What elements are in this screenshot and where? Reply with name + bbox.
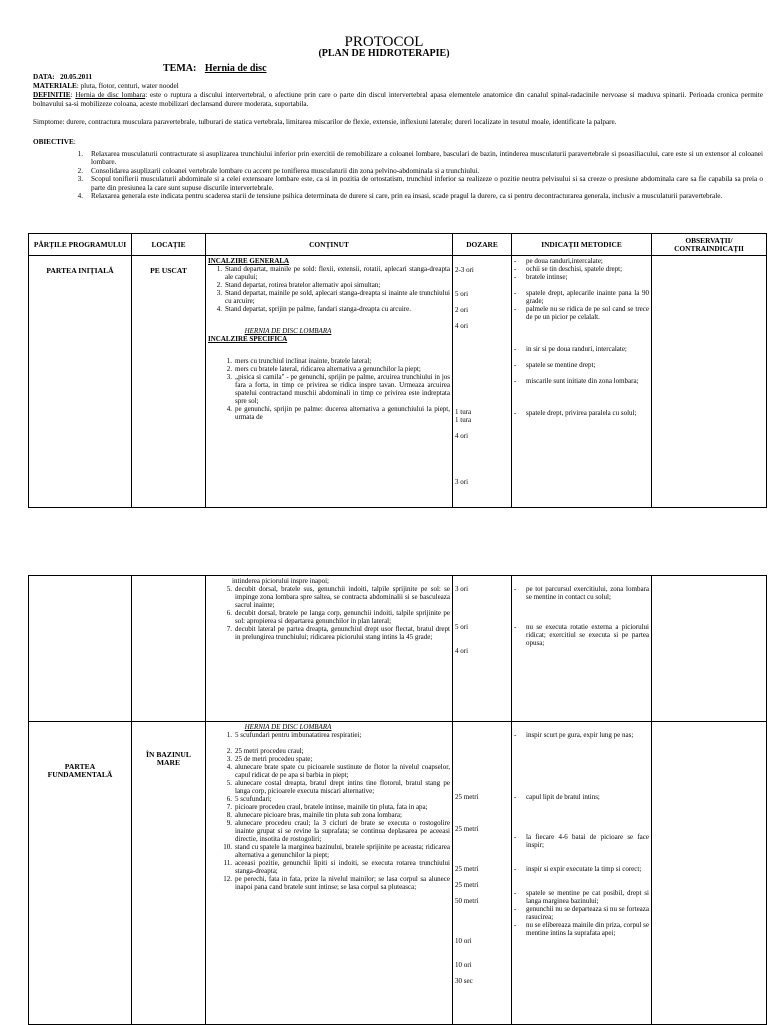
exercise-item: 5. decubit dorsal, bratele sus, genunchii indoiti, talpile sprijinite pe sol: se impinge zona lombara spre saltea, se contracta abdominalii si se basculeaza sacrul inainte;	[226, 585, 450, 609]
exercise-item: 2. Stand departat, rotirea bratelor alternativ apoi simultan;	[216, 281, 381, 289]
locatie-cell	[132, 576, 206, 722]
exercise-item: 3. 25 de metri procedeu spate;	[226, 755, 313, 763]
tema-label: TEMA:	[163, 63, 197, 74]
dozare-cell: 2-3 ori 5 ori 2 ori 4 ori 1 tura 1 tura 4 ori 3 ori	[453, 256, 512, 508]
indicatii-cell	[512, 576, 652, 722]
locatie-cell: PE USCAT	[132, 256, 206, 508]
obiective-heading: OBIECTIVE:	[33, 138, 76, 146]
protocol-table-2	[28, 575, 767, 1025]
indicatie-item: - pe doua randuri,intercalate;	[514, 257, 603, 265]
indicatie-item: - ochii se tin deschisi, spatele drept;	[514, 265, 623, 273]
data-line	[33, 73, 763, 82]
obiective-list	[33, 150, 763, 200]
indicatii-cell	[512, 722, 652, 1025]
indicatie-item: - miscarile sunt initiate din zona lombara;	[514, 377, 639, 385]
obiective-label: OBIECTIVE	[33, 138, 74, 146]
continut-cell	[206, 256, 453, 508]
exercise-item: 3. Stand departat, mainile pe sold, aplecari stanga-dreapta si inainte ale trunchiului cu arcuire;	[216, 289, 450, 305]
indicatie-item: - in sir si pe doua randuri, intercalate;	[514, 345, 627, 353]
dozare-cell: 25 metri 25 metri 25 metri 25 metri 50 metri 10 ori 10 ori 30 sec	[453, 722, 512, 1025]
exercise-item: 12. pe perechi, fata in fata, prize la nivelul mainilor; se lasa corpul sa alunece inapoi pana cand bratele sunt intinse; se lasa corpul sa pluteasca;	[223, 875, 450, 891]
observatii-cell	[652, 722, 767, 1025]
simptome-block	[33, 118, 763, 127]
subsection-title: HERNIA DE DISC LOMBARA	[244, 723, 332, 731]
col-header-locatie: LOCAȚIE	[132, 234, 206, 256]
obiectiv-item: 2. Consolidarea asuplizarii coloanei vertebrale lombare cu accent pe tonifierea musculaturii din zona pelvino-abdominala si a trunchiului.	[77, 166, 480, 175]
parte-cell: PARTEA INIȚIALĂ	[29, 256, 132, 508]
col-header-parti: PĂRȚILE PROGRAMULUI	[29, 234, 132, 256]
dozare-cell: 3 ori 5 ori 4 ori	[453, 576, 512, 722]
exercise-item: 7. picioare procedeu craul, bratele intinse, mainile tin pluta, fata in apa;	[226, 803, 428, 811]
section-heading: INCALZIRE SPECIFICA	[208, 335, 288, 343]
exercise-item: 8. alunecare picioare bras, mainile tin pluta sub zona lombara;	[226, 811, 402, 819]
indicatie-item: - la fiecare 4-6 batai de picioare se face inspir;	[514, 833, 649, 849]
indicatie-item: - nu se elibereaza mainile din priza, corpul se mentine intins la suprafata apei;	[514, 921, 649, 937]
simptome-text: : durere, contractura musculara paravertebrale, tulburari de statica vertebrala, limitarea miscarilor de flexie, extensie, inflexiuni laterale; dureri localizate in tesutul moale, identificate la palpare.	[62, 118, 617, 126]
parte-cell	[29, 576, 132, 722]
data-value: 20.05.2011	[60, 73, 93, 81]
indicatie-item: - bratele intinse;	[514, 273, 568, 281]
exercise-item: 10. stand cu spatele la marginea bazinului, bratele sprijinite pe aceasta; ridicarea alternativa a genunchilor la piept;	[223, 843, 450, 859]
exercise-item: 6. decubit dorsal, bratele pe langa corp, genunchii indoiti, talpile sprijinite pe sol: apropierea si departarea genunchilor in plan lateral;	[226, 609, 450, 625]
materiale-label: MATERIALE	[33, 82, 77, 90]
page-title: PROTOCOL	[344, 34, 424, 50]
materiale-value: : pluta, flotor, centuri, water noodel	[76, 82, 179, 90]
col-header-continut: CONȚINUT	[206, 234, 453, 256]
materiale-line	[33, 82, 763, 91]
indicatie-item: - capul lipit de bratul intins;	[514, 793, 600, 801]
exercise-item: 9. alunecare procedeu craul; la 3 cicluri de brate se executa o rostogolire inainte grupat si se revine la suprafata; se continua deplasarea pe aceeasi directie, insotita de rostogoliri;	[226, 819, 450, 843]
exercise-item: 2. mers cu bratele lateral, ridicarea alternativa a genunchilor la piept;	[226, 365, 421, 373]
continut-cell	[206, 576, 453, 722]
indicatie-item: - spatele drept, privirea paralela cu solul;	[514, 409, 637, 417]
indicatie-item: - inspir scurt pe gura, expir lung pe nas;	[514, 731, 634, 739]
definitie-text: : este o ruptura a discului intervertebral, o afectiune prin care o parte din discul intervertebral apasa elementele anatomice din canalul spinal-radacinile nervoase si maduva spinarii. Perioada cronica permite bolnavului sa-si mobilizeze coloana, aceste mobilizari declansand durere moderata, suportabila.	[33, 91, 763, 108]
protocol-table-1	[28, 233, 767, 508]
continut-cell	[206, 722, 453, 1025]
exercise-item: 4. pe genunchi, sprijin pe palme: ducerea alternativa a genunchiului la piept, urmata de	[226, 405, 450, 421]
col-header-indicatii: INDICAȚII METODICE	[512, 234, 652, 256]
obiectiv-item: 3. Scopul tonifierii musculaturii abdominale si a celei extensoare lombare este, ca si in pozitia de ortostatism, trunchiul inferior sa realizeze o pozitie neutra pelvisului si sa creeze o presiune abdominala care sa fie capabila sa preia o parte din presiunea la care sunt supuse discurile intervertebrale.	[77, 175, 763, 192]
tema-value: Hernia de disc	[204, 63, 267, 74]
exercise-item: 7. decubit lateral pe partea dreapta, genunchiul drept usor flectat, bratul drept in prelungirea trunchiului; ridicarea piciorului stang intins la 45 grade;	[226, 625, 450, 641]
col-header-observatii: OBSERVAȚII/ CONTRAINDICAȚII	[652, 234, 767, 256]
indicatie-item: - pe tot parcursul exercitiului, zona lombara se mentine in contact cu solul;	[514, 585, 649, 601]
indicatie-item: - nu se executa rotatie externa a piciorului ridicat; exercitiul se executa si pe partea opusa;	[514, 623, 649, 647]
observatii-cell	[652, 256, 767, 508]
indicatie-item: - inspir si expir executate la timp si corect;	[514, 865, 642, 873]
col-header-dozare: DOZARE	[453, 234, 512, 256]
locatie-cell: ÎN BAZINUL MARE	[132, 722, 206, 1025]
subsection-title: HERNIA DE DISC LOMBARA	[244, 327, 332, 335]
definitie-label: DEFINITIE	[33, 91, 71, 99]
obiectiv-item: 4. Relaxarea generala este indicata pentru scaderea starii de tensiune psihica determinata de durere si care, prin ea insasi, scade pragul la durere, ca si pentru decontracturarea generala, inclusiv a musculaturii paravertebrale.	[77, 192, 723, 201]
section-heading: INCALZIRE GENERALA	[208, 257, 290, 265]
definitie-block: DEFINITIE: Hernia de disc lombara: este o ruptura a discului intervertebral, o afectiune prin care o parte din discul intervertebral apasa elementele anatomice din canalul spinal-radacinile nervoase si maduva spinarii. Perioada cronica permite bolnavului sa-si mobilizeze coloana, aceste mobilizari declansand durere moderata, suportabila.	[33, 91, 763, 108]
indicatii-cell	[512, 256, 652, 508]
continuation-text: intinderea piciorului inspre inapoi;	[232, 577, 330, 585]
page-subtitle: (PLAN DE HIDROTERAPIE)	[318, 48, 450, 59]
indicatie-item: - spatele se mentine pe cat posibil, drept si langa marginea bazinului;	[514, 889, 649, 905]
exercise-item: 5. alunecare costal dreapta, bratul drept intins tine flotorul, bratul stang pe langa corp, picioarele executa miscari alternative;	[226, 779, 450, 795]
exercise-item: 1. mers cu trunchiul inclinat inainte, bratele lateral;	[226, 357, 372, 365]
data-label: DATA:	[33, 73, 55, 81]
exercise-item: 2. 25 metri procedeu craul;	[226, 747, 304, 755]
parte-cell: PARTEA FUNDAMENTALĂ	[29, 722, 132, 1025]
indicatie-item: - genunchii nu se departeaza si nu se forteaza rasucirea;	[514, 905, 649, 921]
exercise-item: 6. 5 scufundari;	[226, 795, 272, 803]
exercise-item: 3. „pisica si camila" - pe genunchi, sprijin pe palme, arcuirea trunchiului in jos fara a forta, in timp ce privirea se ridica inspre tavan. Urmeaza arcuirea spatelui contractand muschii abdominali in timp ce privirea este indreptata spre sol;	[226, 373, 450, 405]
indicatie-item: - palmele nu se ridica de pe sol cand se trece de pe un picior pe celalalt.	[514, 305, 649, 321]
simptome-label: Simptome	[33, 118, 63, 126]
observatii-cell	[652, 576, 767, 722]
exercise-item: 4. Stand departat, sprijin pe palme, fandari stanga-dreapta cu arcuire.	[216, 305, 412, 313]
exercise-item: 4. alunecare brate spate cu picioarele sustinute de flotor la nivelul coapselor, capul ridicat de pe apa si barbia in piept;	[226, 763, 450, 779]
definitie-term: Hernia de disc lombara	[75, 91, 146, 99]
exercise-item: 1. 5 scufundari pentru imbunatatirea respiratiei;	[226, 731, 362, 739]
indicatie-item: - spatele se mentine drept;	[514, 361, 596, 369]
obiectiv-item: 1. Relaxarea musculaturii contracturate si asuplizarea trunchiului inferior prin exercitii de remobilizare a coloanei lombare, basculari de bazin, intinderea musculaturii paravertebrale si psoasiliacului, care este si un extensor al coloanei lombare.	[77, 150, 763, 167]
indicatie-item: - spatele drept, aplecarile inainte pana la 90 grade;	[514, 289, 649, 305]
exercise-item: 11. aceeasi pozitie, genunchii lipiti si indoiti, se executa rotarea trunchiului stanga-dreapta;	[223, 859, 450, 875]
exercise-item: 1. Stand departat, mainile pe sold: flexii, extensii, rotatii, aplecari stanga-dreapta ale capului;	[216, 265, 450, 281]
